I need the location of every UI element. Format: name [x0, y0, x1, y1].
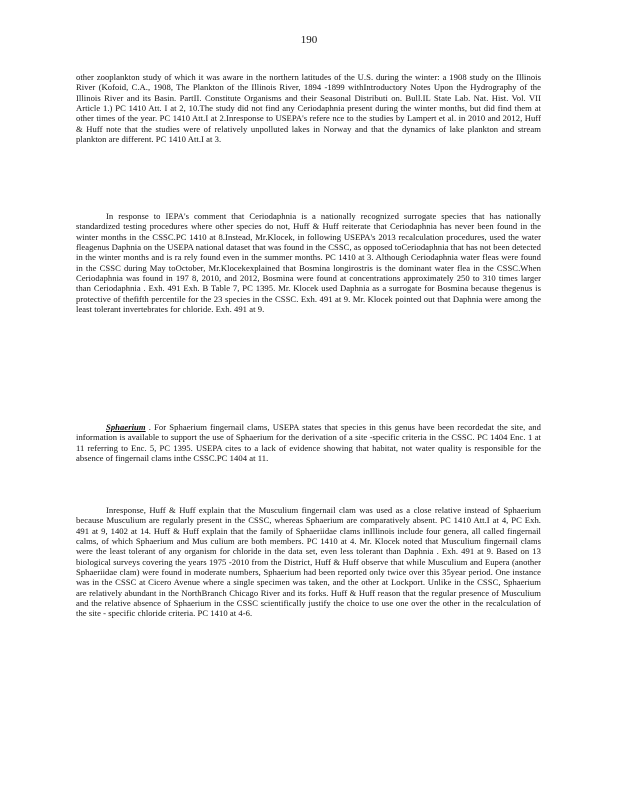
sphaerium-heading: Sphaerium — [106, 422, 146, 432]
paragraph-2-text: In response to IEPA's comment that Ceriodaphnia is a nationally recognized surrogate species that has nationally standardized testing procedures where other species do not, Huff & Huff reiterate that Ceriodaphnia has never been found in the winter months in the CSSC.PC 1410 at 8.Instead, Mr.Klocek, in following USEPA's 2013 recalculation procedures, used the water fleagenus Daphnia on the USEPA national dataset that was found in the CSSC, as opposed toCeriodaphnia that has not been detected in the winter months and is ra rely found even in the summer months. PC 1410 at 3. Although Ceriodaphnia water fleas were found in the CSSC during May toOctober, Mr.Klocekexplained that Bosmina longirostris is the dominant water flea in the CSSC.When Ceriodaphnia was found in 197 8, 2010, and 2012, Bosmina were found at concentrations approximately 250 to 310 times larger than Ceriodaphnia . Exh. 491 Exh. B Table 7, PC 1395. Mr. Klocek used Daphnia as a surrogate for Bosmina because thegenus is protective of thefifth percentile for the 23 species in the CSSC. Exh. 491 at 9. Mr. Klocek pointed out that Daphnia were among the least tolerant invertebrates for chloride. Exh. 491 at 9. — [76, 211, 541, 315]
paragraph-1 — [76, 72, 541, 144]
paragraph-2 — [76, 211, 541, 314]
paragraph-3: Sphaerium . For Sphaerium fingernail clams, USEPA states that species in this genus have been recordedat the site, and information is available to support the use of Sphaerium for the derivation of a site -specific criteria in the CSSC. PC 1404 Enc. 1 at 11 referring to Enc. 5, PC 1395. USEPA cites to a lack of evidence showing that habitat, not water quality is responsible for the absence of fingernail clams inthe CSSC.PC 1404 at 11. — [76, 422, 541, 464]
paragraph-4-text: Inresponse, Huff & Huff explain that the Musculium fingernail clam was used as a close relative instead of Sphaerium because Musculium are regularly present in the CSSC, whereas Sphaerium are comparatively absent. PC 1410 Att.I at 4, PC Exh. 491 at 9, 1402 at 14. Huff & Huff explain that the family of Sphaeriidae clams inIllinois include four genera, all called fingernail calms, of which Sphaerium and Mus culium are both members. PC 1410 at 4. Mr. Klocek noted that Musculium fingernail clams were the least tolerant of any organism for chloride in the data set, even less tolerant than Daphnia . Exh. 491 at 9. Based on 13 biological surveys covering the years 1975 -2010 from the District, Huff & Huff observe that while Musculium and Eupera (another Sphaeriidae clam) were found in moderate numbers, Sphaerium had been reported only twice over this 35year period. One instance was in the CSSC at Cicero Avenue where a single specimen was taken, and the other at Lockport. Unlike in the CSSC, Sphaerium are relatively abundant in the NorthBranch Chicago River and its forks. Huff & Huff reason that the regular presence of Musculium and the relative absence of Sphaerium in the CSSC scientifically justify the choice to use one over the other in the recalculation of the site - specific chloride criteria. PC 1410 at 4-6. — [76, 505, 541, 619]
paragraph-1-text: other zooplankton study of which it was aware in the northern latitudes of the U.S. during the winter: a 1908 study on the Illinois River (Kofoid, C.A., 1908, The Plankton of the Illinois River, 1894 -1899 withIntroductory Notes Upon the Hydrography of the Illinois River and its Basin. PartII. Constitute Organisms and their Seasonal Distributi on. Bull.IL State Lab. Nat. Hist. Vol. VII Article 1.) PC 1410 Att. I at 2, 10.The study did not find any Ceriodaphnia present during the winter months, but did find them at other times of the year. PC 1410 Att.I at 2.Inresponse to USEPA's refere nce to the studies by Lampert et al. in 2010 and 2012, Huff & Huff note that the studies were of relatively unpolluted lakes in Norway and that the dynamics of lake plankton and stream plankton are different. PC 1410 Att.I at 3. — [76, 72, 541, 145]
paragraph-4 — [76, 505, 541, 619]
page-number: 190 — [300, 34, 318, 46]
paragraph-3-text: For Sphaerium fingernail clams, USEPA states that species in this genus have been recordedat the site, and information is available to support the use of Sphaerium for the derivation of a site -specific criteria in the CSSC. PC 1404 Enc. 1 at 11 referring to Enc. 5, PC 1395. USEPA cites to a lack of evidence showing that habitat, not water quality is responsible for the absence of fingernail clams inthe CSSC.PC 1404 at 11. — [76, 422, 541, 464]
